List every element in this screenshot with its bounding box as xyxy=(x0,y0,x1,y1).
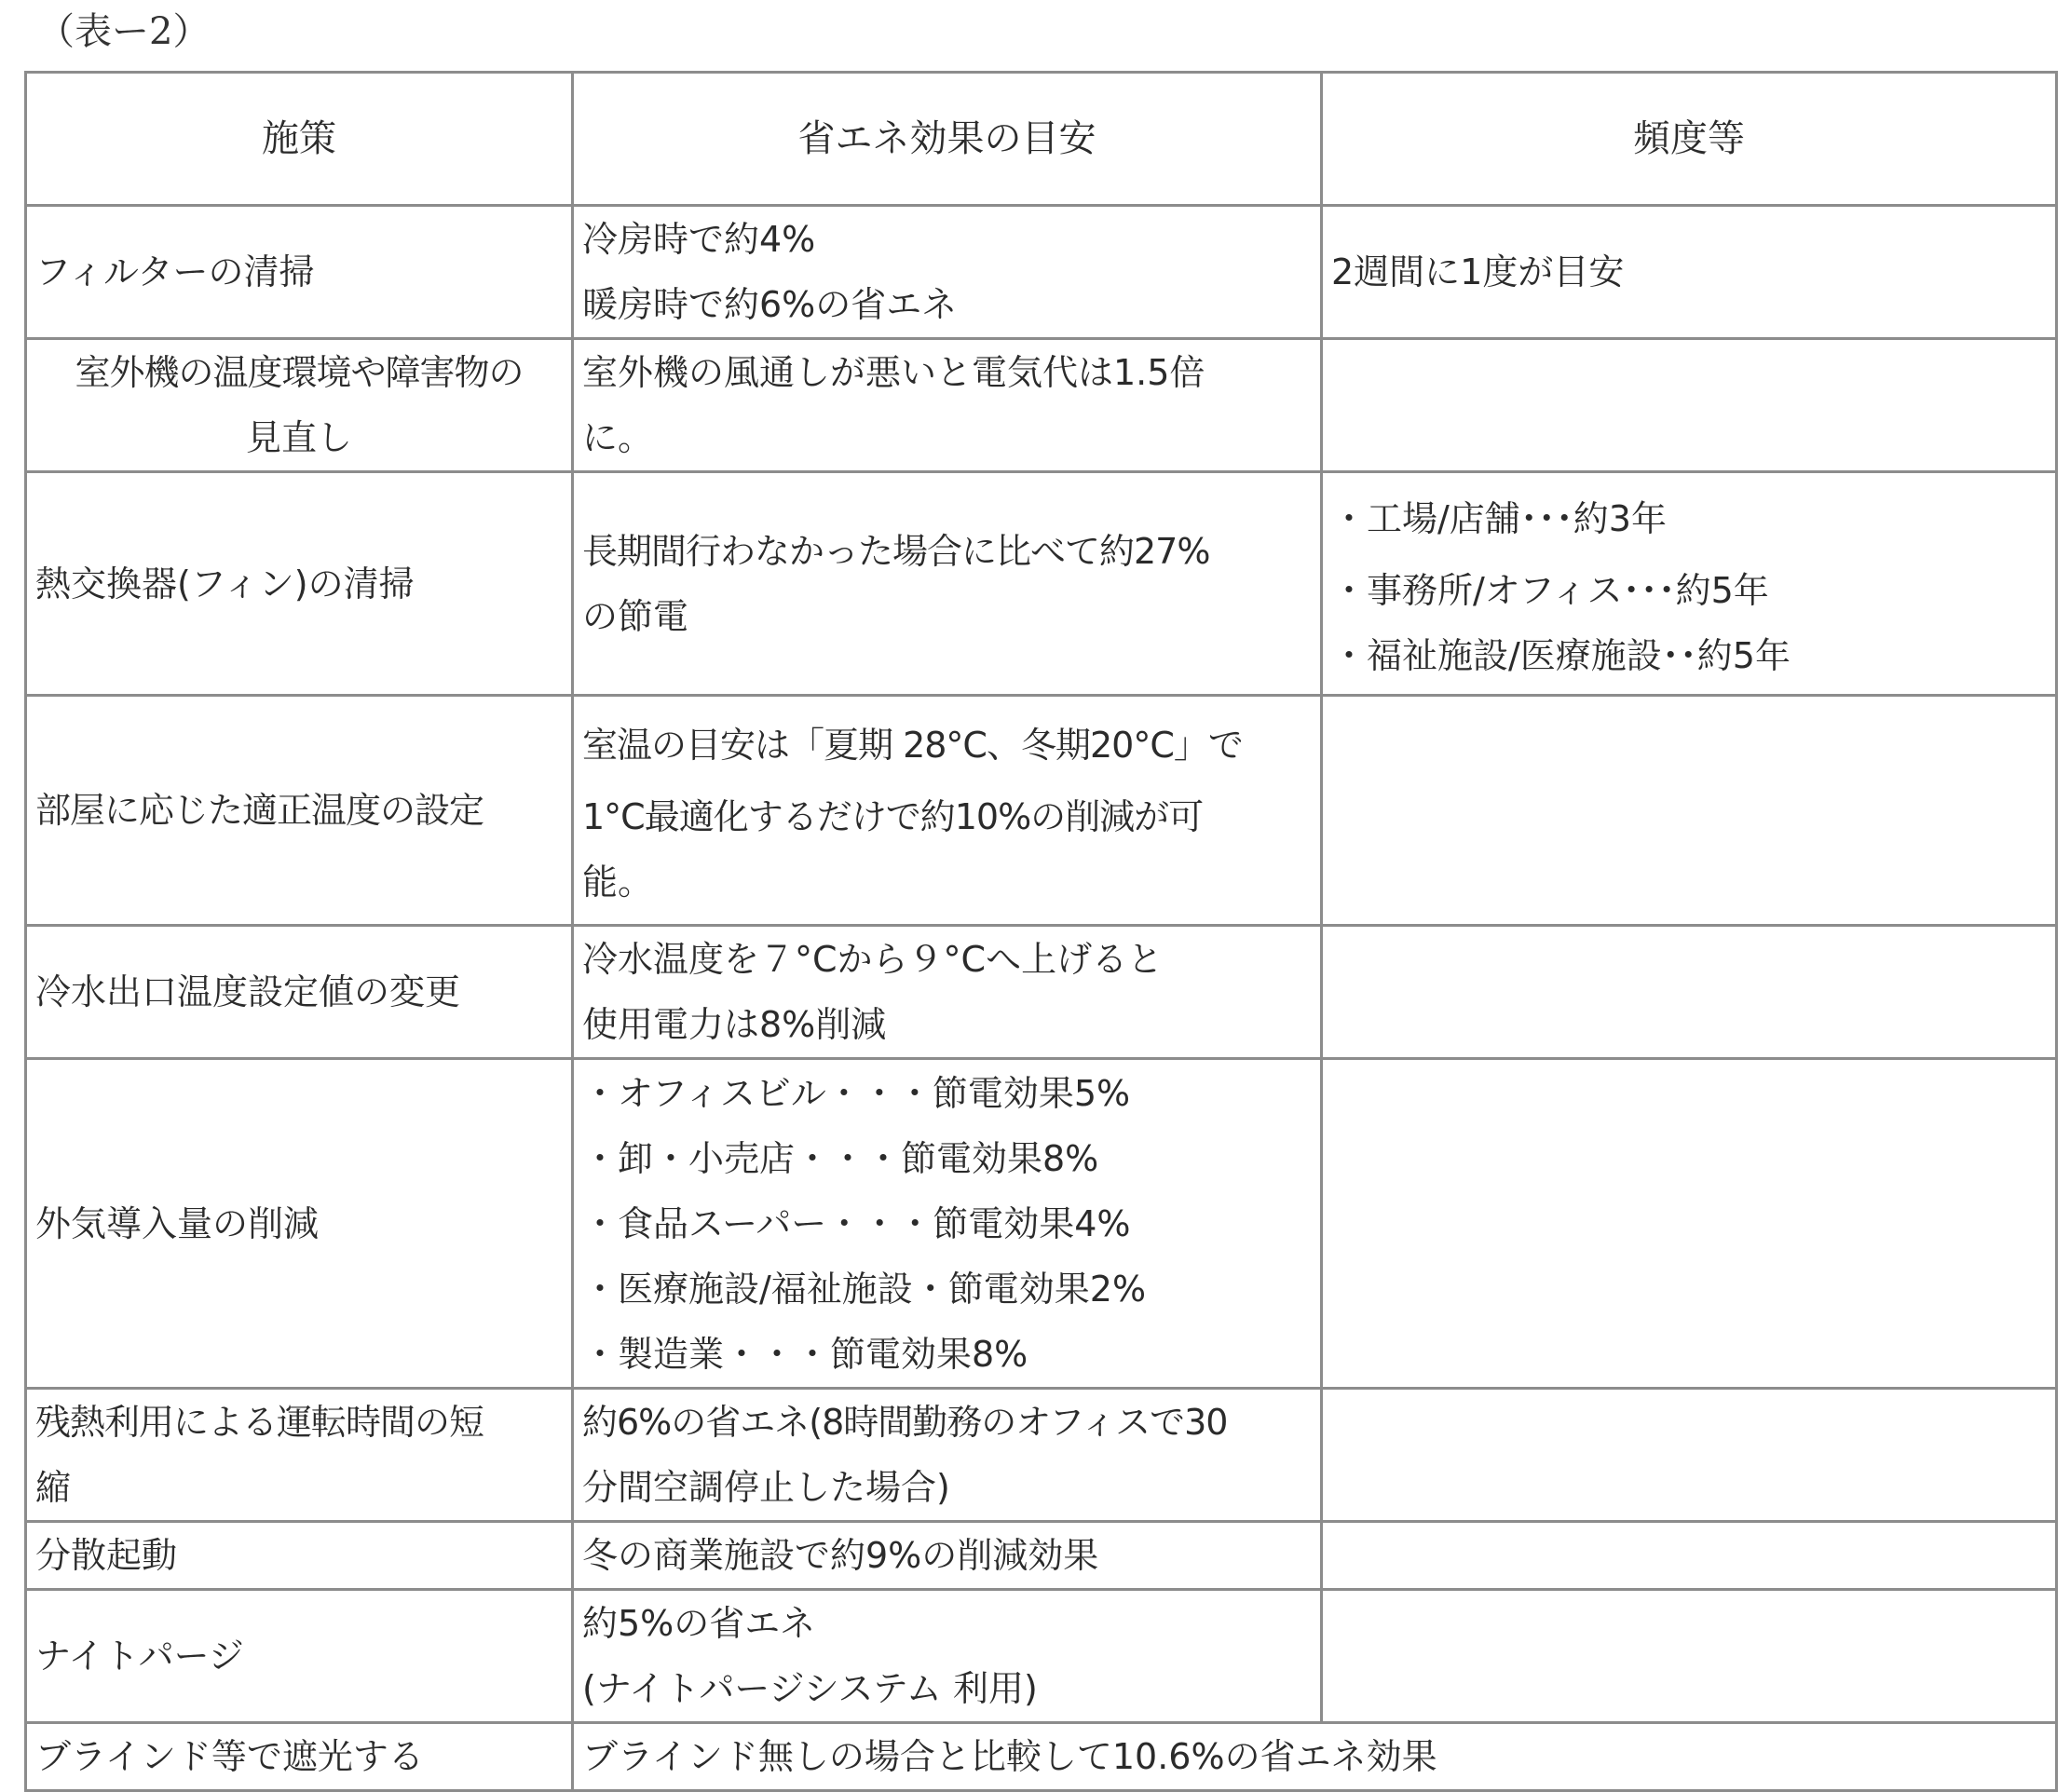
effect-text: 冷房時で約4% xyxy=(582,219,816,260)
measure-text: 分散起動 xyxy=(35,1535,178,1576)
frequency-cell xyxy=(1322,1522,2057,1590)
effect-cell xyxy=(573,926,1322,1059)
frequency-text: ・工場/店舗･･･約3年 xyxy=(1331,497,1667,539)
energy-saving-table xyxy=(24,71,2058,1792)
effect-text: の節電 xyxy=(582,595,689,637)
table-row xyxy=(26,1389,2057,1522)
header-row xyxy=(26,73,2057,206)
effect-text: 暖房時で約6%の省エネ xyxy=(582,284,958,325)
effect-cell xyxy=(573,1522,1322,1590)
table-row xyxy=(26,206,2057,339)
measure-cell xyxy=(26,1590,573,1723)
measure-cell xyxy=(26,1059,573,1389)
table-row xyxy=(26,339,2057,472)
table-row xyxy=(26,1723,2057,1791)
effect-text: 冬の商業施設で約9%の削減効果 xyxy=(582,1535,1099,1576)
measure-cell xyxy=(26,339,573,472)
header-measure: 施策 xyxy=(26,73,573,206)
measure-cell xyxy=(26,696,573,926)
effect-cell xyxy=(573,206,1322,339)
measure-cell xyxy=(26,1522,573,1590)
effect-text: 長期間行わなかった場合に比べて約27% xyxy=(582,530,1210,572)
frequency-text: ・福祉施設/医療施設･･約5年 xyxy=(1331,634,1791,676)
effect-text: ・医療施設/福祉施設・節電効果2% xyxy=(582,1268,1147,1310)
effect-cell xyxy=(573,339,1322,472)
measure-text: 見直し xyxy=(245,417,352,458)
effect-cell xyxy=(573,1389,1322,1522)
effect-text: ・食品スーパー・・・節電効果4% xyxy=(582,1202,1131,1244)
effect-text: 冷水温度を７°Cから９°Cへ上げると xyxy=(582,939,1164,980)
effect-text: (ナイトパージシステム 利用) xyxy=(582,1668,1038,1709)
effect-cell xyxy=(573,1590,1322,1723)
effect-cell xyxy=(573,1059,1322,1389)
effect-text: 室外機の風通しが悪いと電気代は1.5倍 xyxy=(582,352,1205,393)
effect-text: 分間空調停止した場合) xyxy=(582,1467,950,1508)
effect-cell xyxy=(573,696,1322,926)
table-row xyxy=(26,1522,2057,1590)
frequency-text: 2週間に1度が目安 xyxy=(1331,251,1625,292)
measure-cell xyxy=(26,1723,573,1791)
frequency-text: ・事務所/オフィス･･･約5年 xyxy=(1331,569,1769,611)
effect-text: 約6%の省エネ(8時間勤務のオフィスで30 xyxy=(582,1402,1228,1443)
effect-text: 室温の目安は「夏期 28°C、冬期20°C」で xyxy=(582,725,1243,766)
effect-text: 1°C最適化するだけで約10%の削減が可 xyxy=(582,796,1204,837)
measure-text: 熱交換器(フィン)の清掃 xyxy=(35,563,415,604)
measure-text: 外気導入量の削減 xyxy=(35,1202,320,1244)
measure-text: フィルターの清掃 xyxy=(35,251,315,292)
measure-text: 室外機の温度環境や障害物の xyxy=(75,352,524,393)
effect-text: に。 xyxy=(582,417,654,458)
frequency-cell xyxy=(1322,472,2057,696)
effect-text: ・製造業・・・節電効果8% xyxy=(582,1333,1028,1375)
table-row xyxy=(26,696,2057,926)
measure-cell xyxy=(26,926,573,1059)
table-row xyxy=(26,472,2057,696)
table-row xyxy=(26,1059,2057,1389)
measure-text: 残熱利用による運転時間の短 xyxy=(35,1402,484,1443)
table-row xyxy=(26,926,2057,1059)
effect-text: ブラインド無しの場合と比較して10.6%の省エネ効果 xyxy=(582,1736,1437,1777)
measure-text: 部屋に応じた適正温度の設定 xyxy=(35,790,484,831)
effect-text: 使用電力は8%削減 xyxy=(582,1004,887,1045)
frequency-cell xyxy=(1322,696,2057,926)
frequency-cell xyxy=(1322,206,2057,339)
frequency-cell xyxy=(1322,926,2057,1059)
frequency-cell xyxy=(1322,1389,2057,1522)
frequency-cell xyxy=(1322,339,2057,472)
measure-text: ナイトパージ xyxy=(35,1636,244,1677)
effect-text: 約5%の省エネ xyxy=(582,1603,816,1644)
frequency-cell xyxy=(1322,1590,2057,1723)
measure-cell xyxy=(26,206,573,339)
header-frequency: 頻度等 xyxy=(1322,73,2057,206)
effect-text: ・卸・小売店・・・節電効果8% xyxy=(582,1137,1099,1179)
effect-text: 能。 xyxy=(582,862,654,903)
table-row xyxy=(26,1590,2057,1723)
measure-cell xyxy=(26,472,573,696)
table-caption: （表ー2） xyxy=(37,10,211,53)
frequency-cell xyxy=(1322,1059,2057,1389)
effect-cell xyxy=(573,472,1322,696)
effect-text: ・オフィスビル・・・節電効果5% xyxy=(582,1072,1131,1114)
measure-text: 縮 xyxy=(35,1467,72,1508)
measure-text: 冷水出口温度設定値の変更 xyxy=(35,971,461,1012)
measure-cell xyxy=(26,1389,573,1522)
measure-text: ブラインド等で遮光する xyxy=(35,1736,424,1777)
header-effect: 省エネ効果の目安 xyxy=(573,73,1322,206)
effect-cell xyxy=(573,1723,2057,1791)
